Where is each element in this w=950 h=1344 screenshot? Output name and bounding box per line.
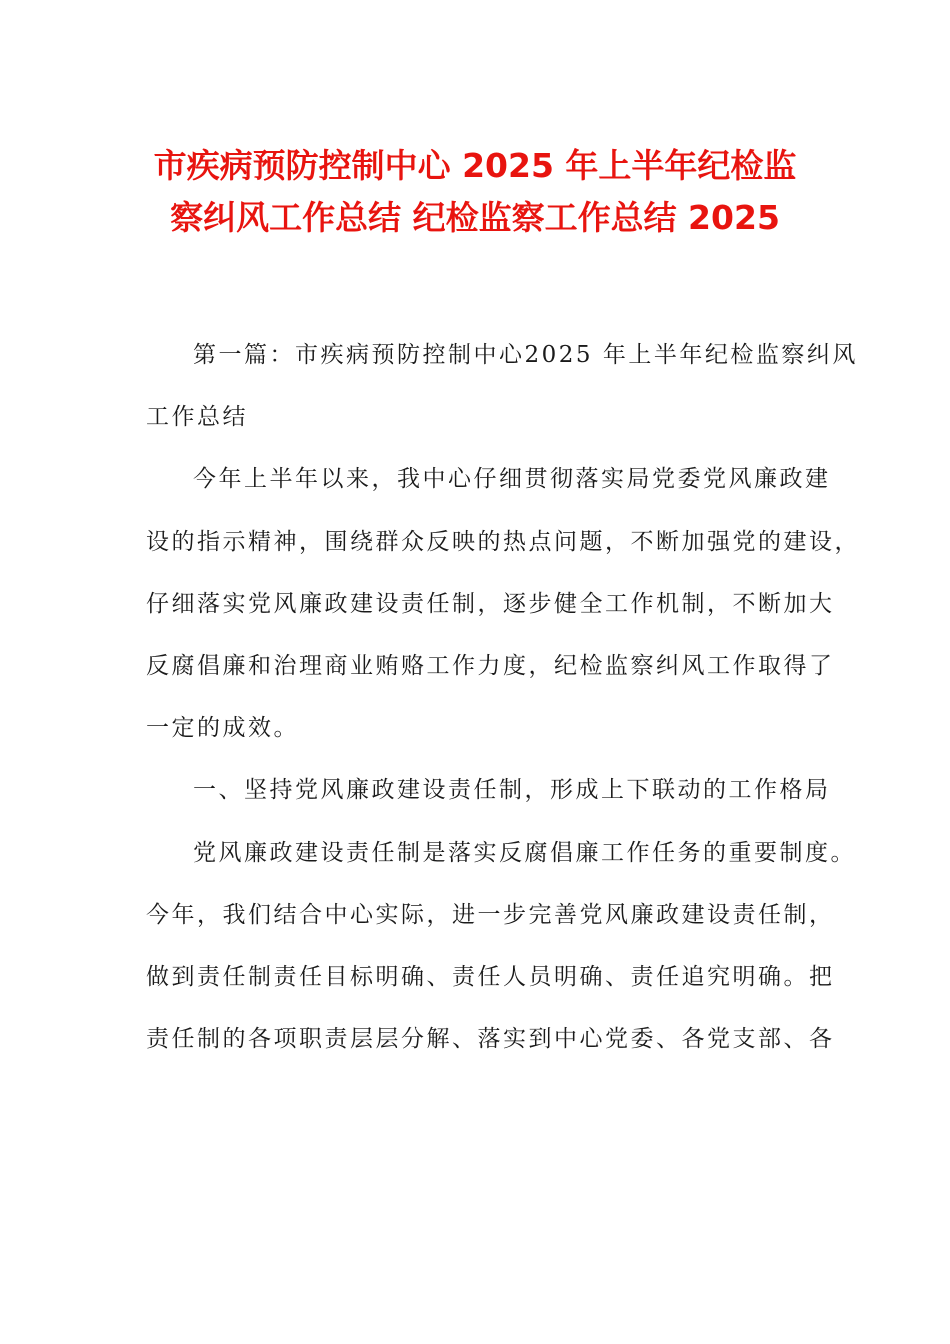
paragraph-line: 设的指示精神，围绕群众反映的热点问题，不断加强党的建设， [146, 528, 860, 555]
title-line: 市疾病预防控制中心 2025 年上半年纪检监 [153, 146, 797, 185]
document-body [146, 324, 860, 1070]
title-line: 察纠风工作总结 纪检监察工作总结 2025 [170, 198, 780, 237]
section-heading-line: 第一篇：市疾病预防控制中心2025 年上半年纪检监察纠风 [193, 342, 858, 368]
document-title [100, 140, 850, 244]
paragraph-line: 仔细落实党风廉政建设责任制，逐步健全工作机制，不断加大 [146, 590, 835, 617]
paragraph-line: 反腐倡廉和治理商业贿赂工作力度，纪检监察纠风工作取得了 [146, 652, 835, 679]
paragraph-line: 一定的成效。 [146, 715, 299, 742]
paragraph-line: 今年，我们结合中心实际，进一步完善党风廉政建设责任制， [146, 901, 835, 928]
paragraph-line: 党风廉政建设责任制是落实反腐倡廉工作任务的重要制度。 [193, 839, 856, 866]
paragraph-line: 今年上半年以来，我中心仔细贯彻落实局党委党风廉政建 [193, 466, 831, 493]
paragraph-line: 做到责任制责任目标明确、责任人员明确、责任追究明确。把 [146, 963, 835, 990]
subheading-line: 一、坚持党风廉政建设责任制，形成上下联动的工作格局 [193, 777, 831, 804]
section-heading-line: 工作总结 [146, 404, 248, 431]
paragraph-line: 责任制的各项职责层层分解、落实到中心党委、各党支部、各 [146, 1026, 835, 1053]
